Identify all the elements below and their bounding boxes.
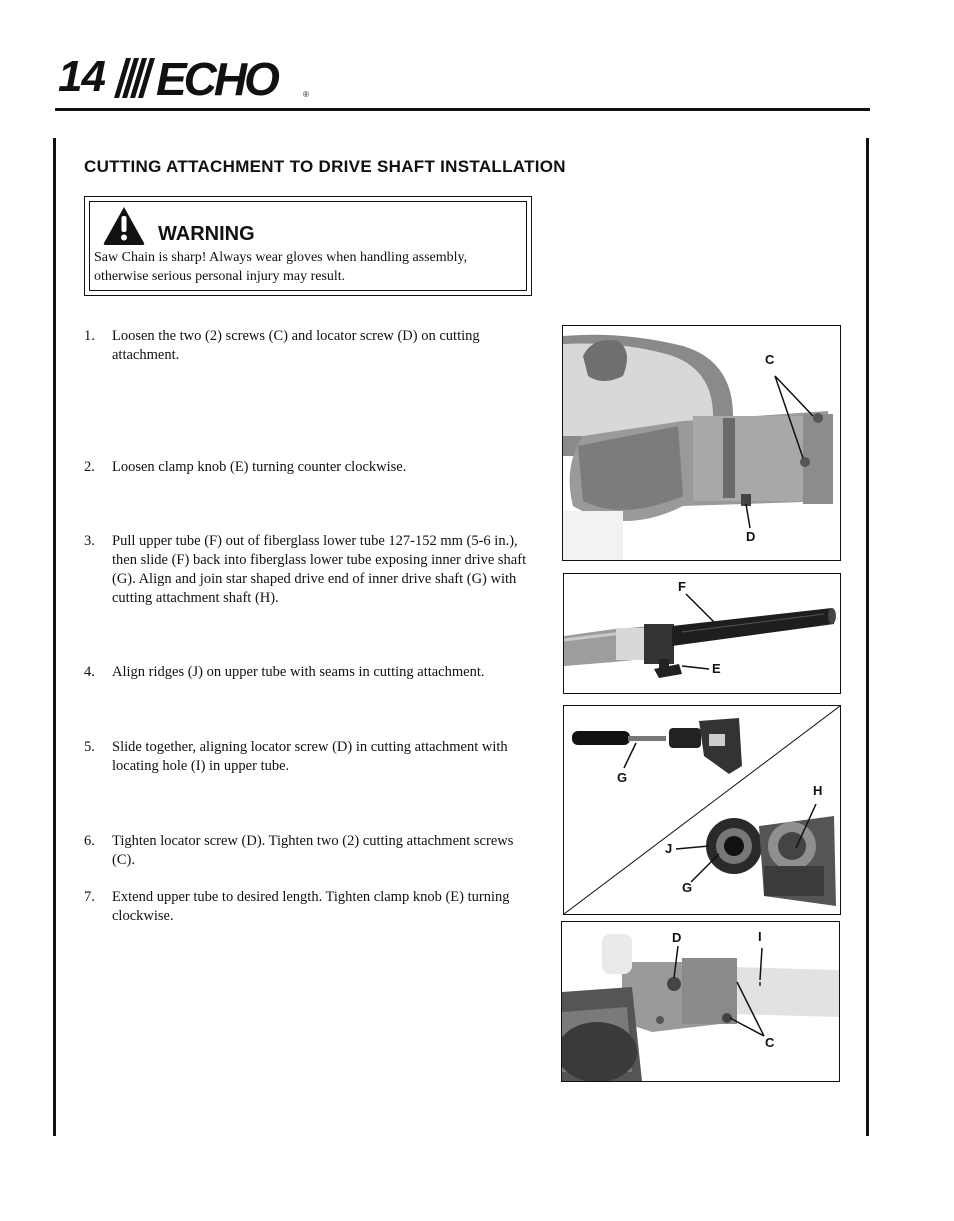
step-number: 1. (84, 328, 95, 344)
label-e: E (712, 661, 721, 676)
step-number: 6. (84, 833, 95, 849)
warning-box (84, 196, 532, 296)
step-text: Slide together, aligning locator screw (D) in cutting attachment with locating hole (I) in upper tube. (112, 739, 508, 774)
label-g-bottom: G (682, 880, 693, 895)
step-number: 5. (84, 739, 95, 755)
section-heading: CUTTING ATTACHMENT TO DRIVE SHAFT INSTALLATION (84, 157, 566, 176)
step-text: Pull upper tube (F) out of fiberglass lower tube 127-152 mm (5-6 in.), then slide (F) back into fiberglass lower tube exposing inner drive shaft (G). Align and join star shaped drive end of inner drive shaft (G) with cutting attachment shaft (H). (112, 533, 527, 606)
left-margin-rule (53, 138, 56, 1136)
warning-text: Saw Chain is sharp! Always wear gloves when handling assembly, otherwise serious personal injury may result. (94, 250, 468, 284)
label-g-top: G (617, 770, 628, 785)
step-1 (84, 327, 529, 365)
figure-locator-hole (561, 921, 840, 1082)
step-2 (84, 458, 529, 477)
label-j: J (665, 841, 673, 856)
step-number: 2. (84, 459, 95, 475)
label-i: I (758, 929, 762, 944)
figure-drive-shaft-alignment (563, 705, 841, 915)
warning-triangle-icon (102, 205, 146, 245)
step-3 (84, 532, 529, 608)
page-number: 14 (58, 52, 105, 101)
step-6 (84, 832, 529, 870)
label-h: H (813, 783, 823, 798)
step-text: Loosen clamp knob (E) turning counter clockwise. (112, 459, 407, 475)
step-4 (84, 663, 529, 682)
step-number: 7. (84, 889, 95, 905)
step-5 (84, 738, 529, 776)
label-c: C (765, 352, 775, 367)
step-7 (84, 888, 529, 926)
step-text: Extend upper tube to desired length. Tighten clamp knob (E) turning clockwise. (112, 889, 510, 924)
figure-clamp-knob (563, 573, 841, 694)
step-text: Align ridges (J) on upper tube with seams in cutting attachment. (112, 664, 485, 680)
label-f: F (678, 579, 686, 594)
registered-mark: ® (303, 90, 309, 99)
step-text: Loosen the two (2) screws (C) and locator screw (D) on cutting attachment. (112, 328, 480, 363)
label-d: D (672, 930, 682, 945)
logo-stripes (114, 58, 155, 98)
label-d: D (746, 529, 756, 544)
brand-wordmark: ECHO (156, 54, 277, 100)
step-number: 3. (84, 533, 95, 549)
echo-logo (112, 54, 312, 100)
figure-attachment-screws (562, 325, 841, 561)
label-c: C (765, 1035, 775, 1050)
step-text: Tighten locator screw (D). Tighten two (2) cutting attachment screws (C). (112, 833, 514, 868)
right-margin-rule (866, 138, 869, 1136)
header-rule (55, 108, 870, 111)
warning-title: WARNING (158, 223, 255, 245)
step-number: 4. (84, 664, 95, 680)
